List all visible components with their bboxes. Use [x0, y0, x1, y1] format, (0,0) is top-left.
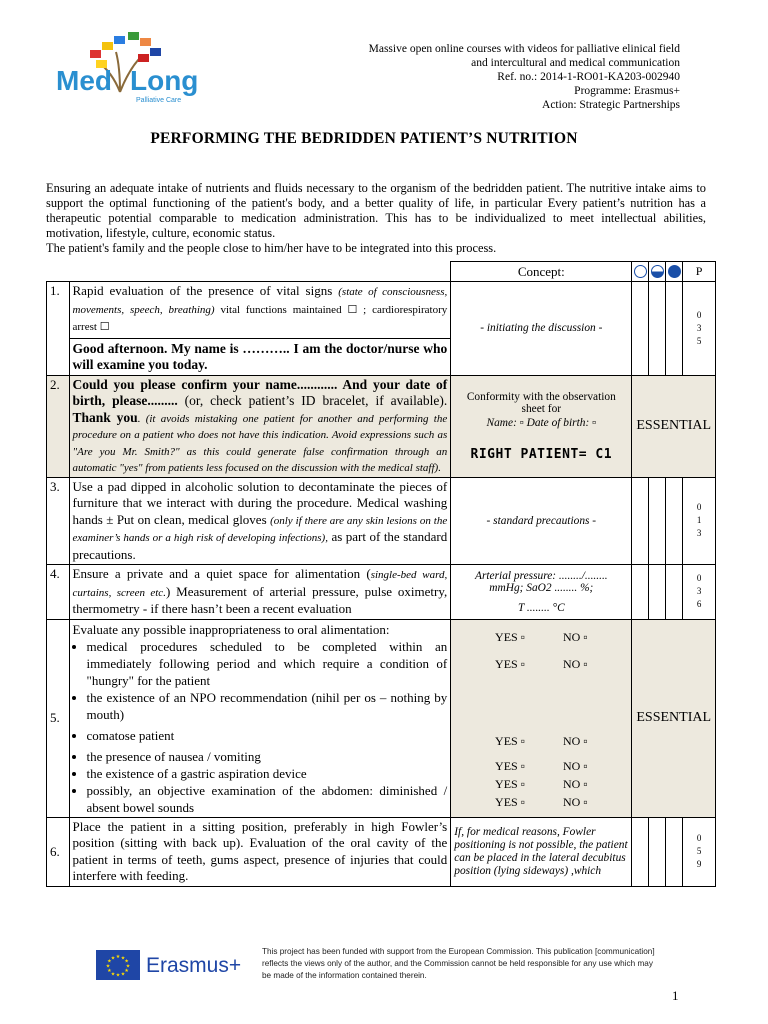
procedure-text: ) Measurement of arterial pressure, pulse oximetry, thermometry - if there hasn’t been a recent evaluation: [72, 583, 448, 616]
list-item: • possibly, an objective examination of the abdomen: diminished / absent bowel sounds: [87, 782, 448, 816]
header-line: Massive open online courses with videos for palliative elinical field: [368, 43, 680, 55]
essential-label: ESSENTIAL: [632, 375, 716, 477]
procedure-cell: [69, 375, 451, 477]
row-number: 6.: [47, 817, 70, 886]
svg-text:Med: Med: [56, 65, 112, 96]
yes-no-pair: [454, 734, 628, 749]
empty-circle-icon: [634, 265, 647, 278]
half-circle-icon: [651, 265, 664, 278]
list-item: • the existence of an NPO recommendation (nihil per os – nothing by mouth): [87, 689, 448, 723]
list-item: • comatose patient: [87, 727, 448, 744]
procedure-text: Rapid evaluation of the presence of vital signs: [72, 283, 339, 298]
concept-cell: If, for medical reasons, Fowler positioning is not possible, the patient can be placed in the lateral decubitus position (lying sideways) ,which: [451, 817, 632, 886]
yes-option[interactable]: YES ▫: [495, 794, 525, 809]
yes-no-pair: [454, 657, 628, 672]
procedure-italic: (only if there are any skin lesions on the examiner’s hands or a high risk of developing infections),: [72, 514, 448, 544]
point-digit: 1: [696, 515, 702, 526]
erasmus-logo-text: Erasmus+: [146, 954, 242, 977]
row-number: 3.: [47, 477, 70, 565]
table-row: [47, 565, 716, 620]
procedure-bold: Could you please confirm your name............ And your date of birth, please.........: [72, 376, 448, 408]
point-digit: 5: [696, 335, 702, 346]
procedure-table: [46, 261, 716, 887]
yes-no-pair: [454, 795, 628, 810]
procedure-cell: [69, 565, 451, 620]
svg-text:★: ★: [124, 968, 129, 974]
intro-paragraph: The patient's family and the people close to him/her have to be integrated into this process.: [46, 241, 497, 255]
medlong-logo: [50, 22, 220, 114]
point-digit: 6: [696, 599, 702, 610]
header-line: Ref. no.: 2014-1-RO01-KA203-002940: [497, 71, 680, 83]
svg-text:★: ★: [125, 963, 131, 970]
funding-disclaimer: This project has been funded with support from the European Commission. This publication [communication] reflects the views only of the author, and the Commission cannot be held responsible for any use which may be made of the information contained therein.: [262, 947, 655, 980]
point-digit: 3: [696, 528, 702, 539]
svg-text:★: ★: [107, 968, 112, 974]
table-row: [47, 477, 716, 565]
row-number: 1.: [47, 282, 70, 376]
procedure-text: Use a pad dipped in alcoholic solution to decontaminate the pieces of furniture that we interact with during the procedure. Medical washing hands ± Put on clean, medical gloves: [72, 478, 448, 527]
procedure-italic: (state of consciousness, movements, speech, breathing): [72, 286, 448, 316]
list-item: • medical procedures scheduled to be completed within an immediately following period and which require a condition of "hungry" for the patient: [87, 638, 448, 689]
page-number: 1: [672, 988, 679, 1003]
full-circle-icon: [668, 265, 681, 278]
no-option[interactable]: NO ▫: [562, 629, 588, 644]
procedure-text: Evaluate any possible inappropriateness to oral alimentation:: [72, 621, 390, 637]
no-option[interactable]: NO ▫: [562, 794, 588, 809]
no-option[interactable]: NO ▫: [562, 776, 588, 791]
table-header-row: [47, 262, 716, 282]
header-line: Programme: Erasmus+: [574, 85, 680, 97]
concept-header: Concept:: [451, 262, 632, 282]
concept-line: mmHg; SaO2 ........ %;: [489, 581, 594, 594]
concept-cell: - initiating the discussion -: [451, 282, 632, 376]
points-cell: [683, 477, 716, 565]
svg-text:Palliative Care: Palliative Care: [136, 97, 182, 104]
no-option[interactable]: NO ▫: [562, 733, 588, 748]
procedure-text: vital functions maintained ☐ ; cardiorespiratory arrest ☐: [72, 303, 448, 333]
no-option[interactable]: NO ▫: [562, 656, 588, 671]
point-digit: 0: [696, 833, 702, 843]
document-header: [369, 42, 680, 112]
procedure-cell: [69, 282, 451, 376]
procedure-cell: [69, 477, 451, 565]
yes-option[interactable]: YES ▫: [495, 776, 525, 791]
p-header: P: [683, 262, 716, 282]
yes-option[interactable]: YES ▫: [495, 758, 525, 773]
svg-text:Long: Long: [130, 65, 199, 96]
procedure-text: (or, check patient’s ID bracelet, if available).: [177, 393, 448, 408]
svg-text:★: ★: [124, 958, 129, 965]
right-patient-label: RIGHT PATIENT= C1: [470, 446, 613, 462]
svg-text:★: ★: [115, 954, 121, 960]
point-digit: 9: [696, 859, 702, 869]
yes-no-pair: [454, 777, 628, 792]
intro-text: [46, 181, 706, 256]
yes-no-pair: [454, 759, 628, 774]
yes-option[interactable]: YES ▫: [495, 656, 525, 671]
header-line: and intercultural and medical communication: [471, 57, 680, 69]
svg-text:★: ★: [110, 971, 116, 978]
table-row: [47, 375, 716, 477]
points-cell: [683, 817, 716, 886]
concept-cell: [451, 619, 632, 817]
intro-paragraph: Ensuring an adequate intake of nutrients and fluids necessary to the organism of the bedridden patient. The nutritive intake aims to support the optimal functioning of the patient's body, and a better quality of life, in particular Every patient’s nutrition has a therapeutic potential comparable to medication administration. This has to be individualized to meet intellectual abilities, motivation, lifestyle, culture, economic status.: [46, 181, 706, 240]
header-line: Action: Strategic Partnerships: [542, 99, 680, 111]
yes-option[interactable]: YES ▫: [495, 733, 525, 748]
procedure-italic: . (it avoids mistaking one patient for another and performing the procedure on a patient who does not have this indication. Avoid expressions such as "Are you Mr. Smith?" as this could generate false confirmation through an automatic "yes" from patients less focused on the discussion with the medical staff).: [72, 412, 448, 474]
svg-text:★: ★: [115, 972, 121, 979]
procedure-cell: [69, 619, 451, 817]
point-digit: 0: [696, 502, 702, 513]
concept-cell: [451, 375, 632, 477]
table-row: [47, 282, 716, 376]
procedure-bold: Thank you: [72, 409, 138, 425]
concept-cell: - standard precautions -: [451, 477, 632, 565]
concept-line: Conformity with the observation sheet for: [466, 390, 616, 415]
eu-flag-icon: [96, 950, 140, 980]
procedure-text: as part of the standard precautions.: [72, 529, 448, 562]
svg-text:★: ★: [110, 955, 116, 962]
page-title: PERFORMING THE BEDRIDDEN PATIENT’S NUTRITION: [150, 130, 578, 147]
contraindication-list: [73, 638, 448, 816]
point-digit: 0: [696, 309, 702, 320]
svg-text:★: ★: [120, 971, 126, 978]
point-digit: 0: [696, 573, 702, 584]
concept-line: Name: ▫ Date of birth: ▫: [486, 416, 597, 429]
list-item: • the presence of nausea / vomiting: [87, 748, 448, 765]
svg-text:★: ★: [120, 955, 126, 962]
point-digit: 3: [696, 586, 702, 597]
row-number: 2.: [47, 375, 70, 477]
table-row: [47, 817, 716, 886]
svg-text:★: ★: [105, 963, 111, 970]
points-cell: [683, 565, 716, 620]
row-number: 5.: [47, 619, 70, 817]
yes-option[interactable]: YES ▫: [495, 629, 525, 644]
row-number: 4.: [47, 565, 70, 620]
list-item: • the existence of a gastric aspiration device: [87, 765, 448, 782]
concept-line: Arterial pressure: ......../........: [474, 569, 608, 582]
procedure-italic: single-bed ward, curtains, screen etc.: [72, 569, 448, 599]
table-row: [47, 619, 716, 817]
procedure-text: Ensure a private and a quiet space for alimentation (: [72, 566, 371, 581]
svg-text:★: ★: [107, 958, 112, 965]
procedure-cell: Place the patient in a sitting position, preferably in high Fowler’s position (sitting with back up). Evaluation of the oral cavity of the patient in terms of teeth, gums aspect, presence of injuries that could interfere with feeding.: [69, 817, 451, 886]
point-digit: 5: [696, 846, 702, 856]
essential-label: ESSENTIAL: [632, 619, 716, 817]
yes-no-pair: [454, 630, 628, 645]
concept-cell: [451, 565, 632, 620]
point-digit: 3: [696, 322, 702, 333]
no-option[interactable]: NO ▫: [562, 758, 588, 773]
greeting-text: Good afternoon. My name is ……….. I am the doctor/nurse who will examine you today.: [70, 338, 451, 374]
concept-line: T ........ °C: [517, 601, 565, 614]
points-cell: [683, 282, 716, 376]
